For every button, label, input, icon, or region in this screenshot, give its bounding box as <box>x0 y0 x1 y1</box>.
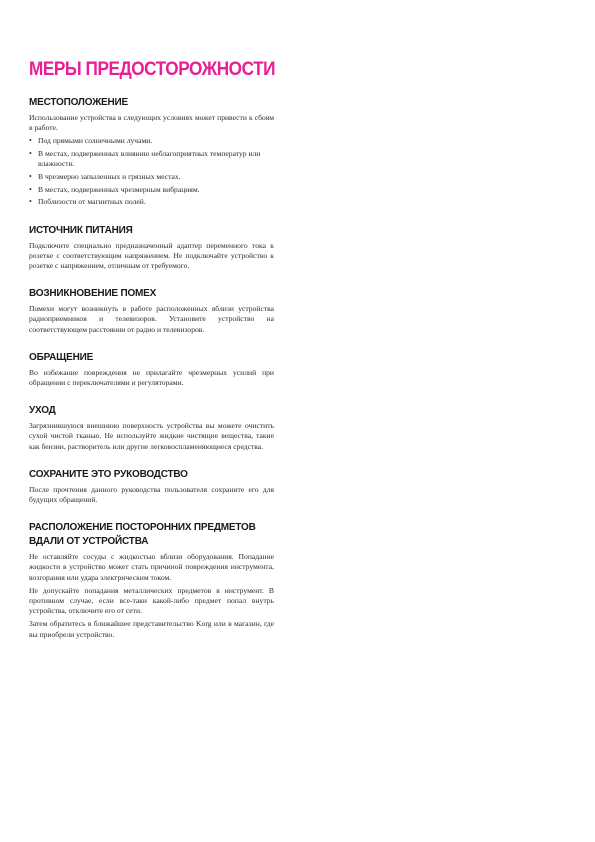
section-heading: ОБРАЩЕНИЕ <box>29 351 94 363</box>
section-heading: УХОД <box>29 405 56 417</box>
list-item: • Под прямыми солнечными лучами. <box>29 136 274 146</box>
section-paragraph: Во избежание повреждения не прилагайте чрезмерных усилий при обращении с переключателями и регуляторами. <box>29 367 274 388</box>
section-paragraph: Затем обратитесь в ближайшее представительство Korg или в магазин, где вы приобрели устройство. <box>29 619 274 639</box>
bullet-list <box>29 136 274 207</box>
section-paragraph: После прочтения данного руководства пользователя сохраните его для будущих обращений. <box>29 484 274 505</box>
section <box>29 224 274 272</box>
section <box>29 468 274 505</box>
list-item: • Поблизости от магнитных полей. <box>29 197 274 207</box>
precautions-page <box>29 58 274 656</box>
section-paragraph: Использование устройства в следующих условиях может привести к сбоям в работе. <box>29 113 274 133</box>
section-heading: РАСПОЛОЖЕНИЕ ПОСТОРОННИХ ПРЕДМЕТОВ ВДАЛИ ОТ УСТРОЙСТВА <box>29 522 256 548</box>
list-item: • В чрезмерно запыленных и грязных местах. <box>29 172 274 182</box>
page-title: МЕРЫ ПРЕДОСТОРОЖНОСТИ <box>29 58 276 80</box>
list-item: • В местах, подверженных чрезмерным вибрациям. <box>29 185 274 195</box>
section-heading: МЕСТОПОЛОЖЕНИЕ <box>29 97 128 108</box>
section-paragraph: Подключите специально предназначенный адаптер переменного тока к розетке с соответствующим напряжением. Не подключайте устройство к розетке с напряжением, отличным от требуемого. <box>29 240 274 271</box>
sections-container <box>29 96 274 640</box>
section <box>29 404 274 452</box>
section <box>29 351 274 388</box>
section-heading: ИСТОЧНИК ПИТАНИЯ <box>29 224 133 236</box>
section-paragraph: Не допускайте попадания металлических предметов в инструмент. В противном случае, если все-таки какой-либо предмет попал внутрь устройства, отключите его от сети. <box>29 585 274 616</box>
list-item: • В местах, подверженных влиянию неблагоприятных температур или влажности. <box>29 149 274 169</box>
section <box>29 287 274 335</box>
section-heading: ВОЗНИКНОВЕНИЕ ПОМЕХ <box>29 288 157 300</box>
section-paragraph: Загрязнившуюся внешнюю поверхность устройства вы можете очистить сухой чистой тканью. Не используйте жидкие чистящие вещества, такие как бензин, растворитель или другие легковоспламеняющиеся средства. <box>29 421 274 451</box>
section-paragraph: Не оставляйте сосуды с жидкостью вблизи оборудования. Попадание жидкости в устройство может стать причиной повреждения инструмента, возгорания или удара электрическим током. <box>29 552 274 582</box>
section-paragraph: Помехи могут возникнуть в работе расположенных вблизи устройства радиоприемников и телевизоров. Установите устройство на соответствующем расстоянии от радио и телевизоров. <box>29 304 274 334</box>
section-heading: СОХРАНИТЕ ЭТО РУКОВОДСТВО <box>29 468 188 480</box>
section <box>29 96 274 208</box>
section <box>29 521 274 640</box>
